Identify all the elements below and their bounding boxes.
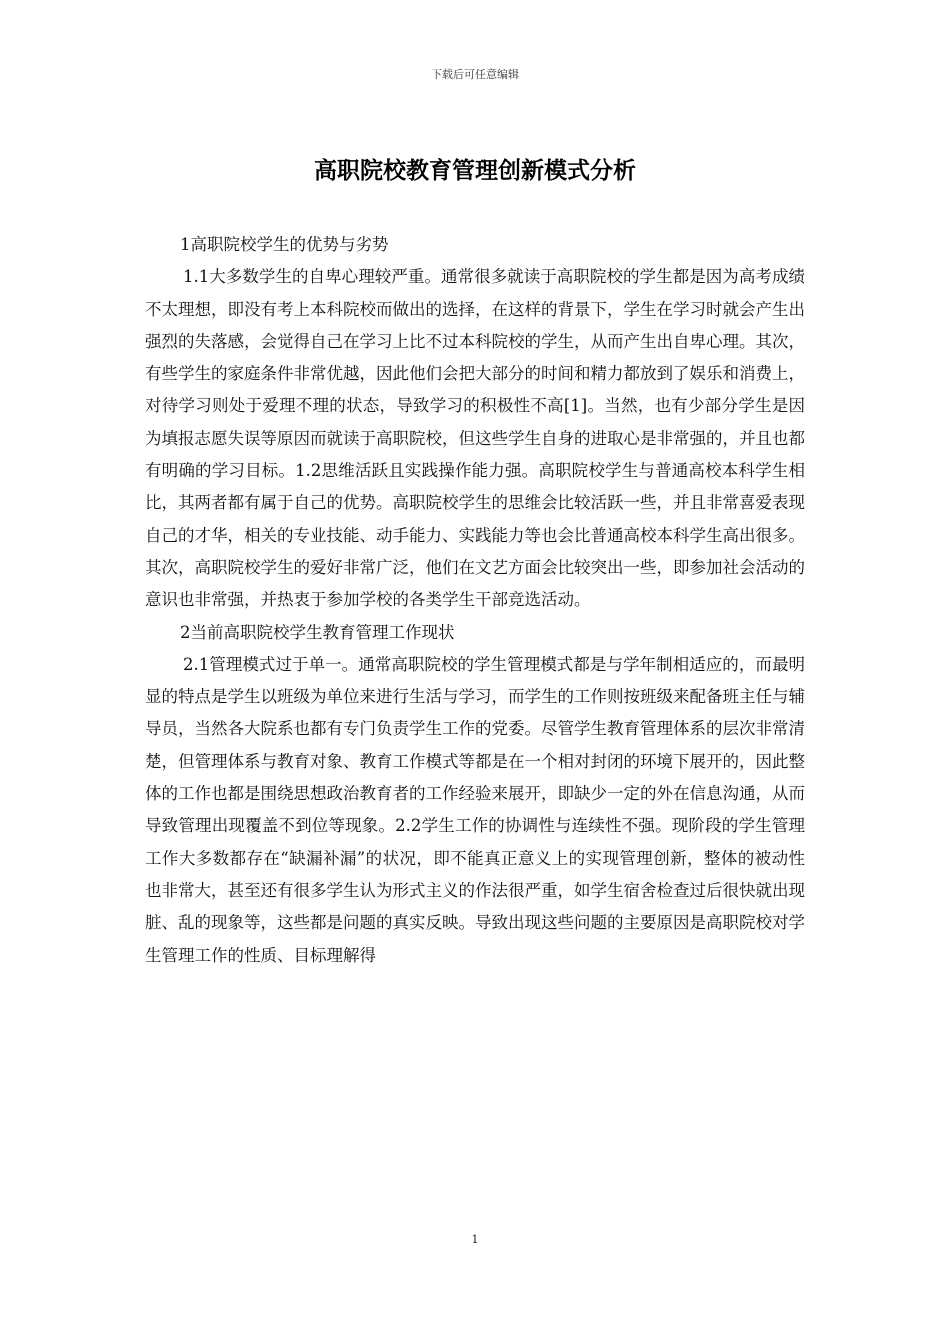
section-heading-1: 1高职院校学生的优势与劣势 (180, 235, 389, 254)
section-heading-2: 2当前高职院校学生教育管理工作现状 (180, 622, 455, 642)
paragraph-2: 2.1管理模式过于单一。通常高职院校的学生管理模式都是与学年制相适应的，而最明显的特点是学生以班级为单位来进行生活与学习，而学生的工作则按班级来配备班主任与辅导员，当然各大院系也都有专门负责学生工作的党委。尽管学生教育管理体系的层次非常清楚，但管理体系与教育对象、教育工作模式等都是在一个相对封闭的环境下展开的，因此整体的工作也都是围绕思想政治教育者的工作经验来展开，即缺少一定的外在信息沟通，从而导致管理出现覆盖不到位等现象。2.2学生工作的协调性与连续性不强。现阶段的学生管理工作大多数都存在“缺漏补漏”的状况，即不能真正意义上的实现管理创新，整体的被动性也非常大，甚至还有很多学生认为形式主义的作法很严重，如学生宿舍检查过后很快就出现脏、乱的现象等，这些都是问题的真实反映。导致出现这些问题的主要原因是高职院校对学生管理工作的性质、目标理解得 (145, 654, 805, 965)
document-title: 高职院校教育管理创新模式分析 (314, 157, 636, 184)
document-body (145, 229, 805, 972)
page-number: 1 (471, 1233, 479, 1246)
paragraph-1: 1.1大多数学生的自卑心理较严重。通常很多就读于高职院校的学生都是因为高考成绩不太理想，即没有考上本科院校而做出的选择，在这样的背景下，学生在学习时就会产生出强烈的失落感，会觉得自己在学习上比不过本科院校的学生，从而产生出自卑心理。其次，有些学生的家庭条件非常优越，因此他们会把大部分的时间和精力都放到了娱乐和消费上，对待学习则处于爱理不理的状态，导致学习的积极性不高[1]。当然，也有少部分学生是因为填报志愿失误等原因而就读于高职院校，但这些学生自身的进取心是非常强的，并且也都有明确的学习目标。1.2思维活跃且实践操作能力强。高职院校学生与普通高校本科学生相比，其两者都有属于自己的优势。高职院校学生的思维会比较活跃一些，并且非常喜爱表现自己的才华，相关的专业技能、动手能力、实践能力等也会比普通高校本科学生高出很多。其次，高职院校学生的爱好非常广泛，他们在文艺方面会比较突出一些，即参加社会活动的意识也非常强，并热衷于参加学校的各类学生干部竞选活动。 (145, 267, 805, 610)
header-note: 下载后可任意编辑 (431, 68, 519, 81)
